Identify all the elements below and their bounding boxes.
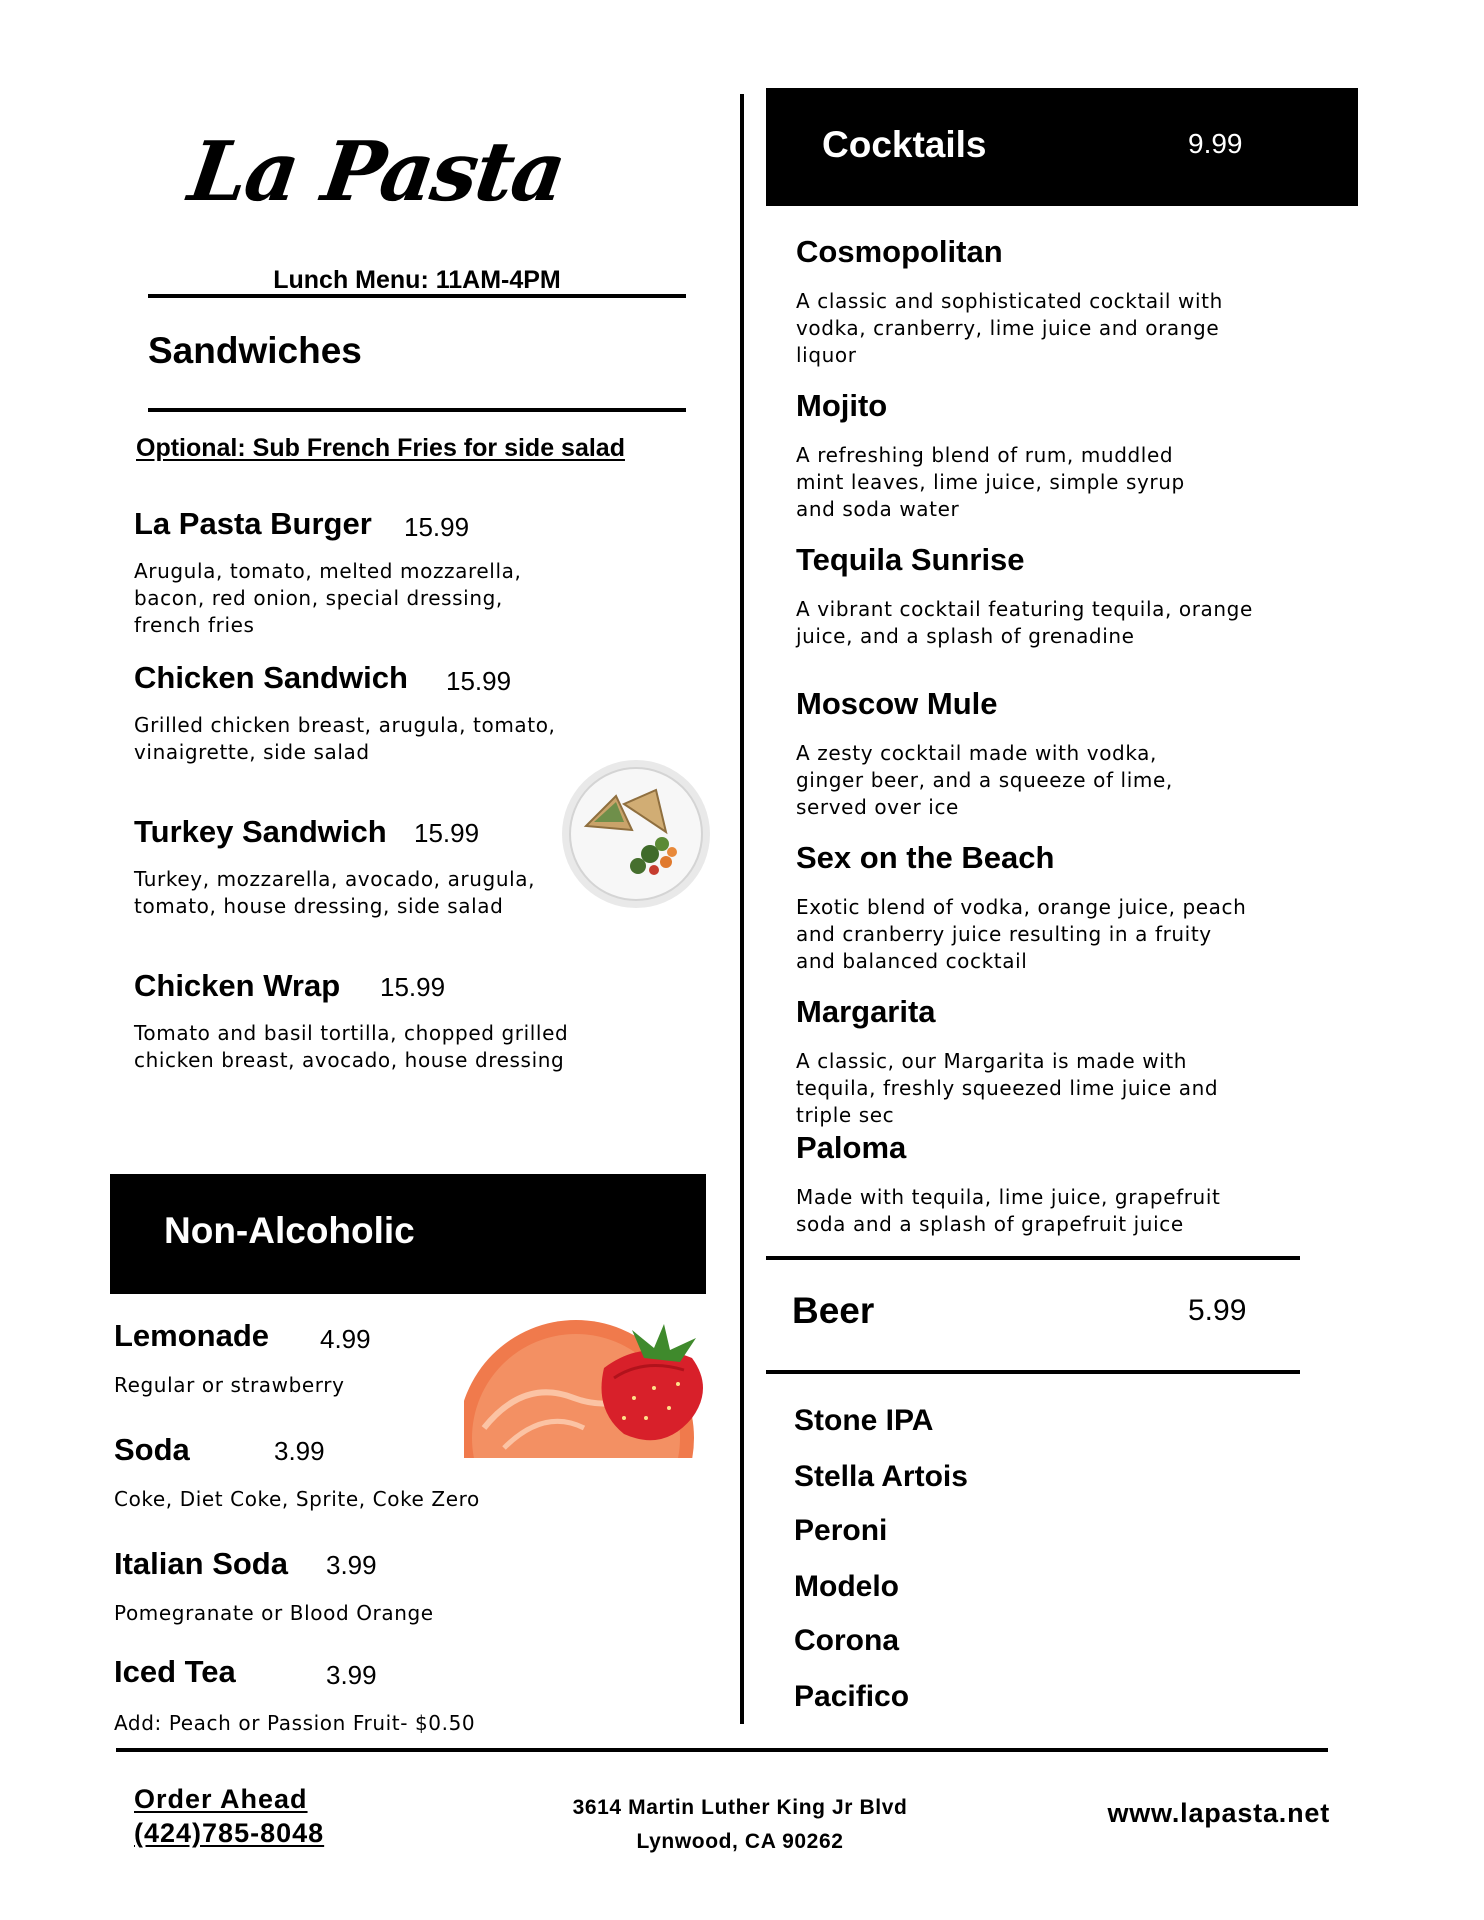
drink-desc: Regular or strawberry xyxy=(114,1373,345,1397)
menu-item-name: La Pasta Burger xyxy=(134,506,372,541)
phone-link[interactable]: (424)785-8048 xyxy=(134,1818,325,1848)
cocktail-name: Sex on the Beach xyxy=(796,840,1055,875)
menu-item-desc: Turkey, mozzarella, avocado, arugula, tomato, house dressing, side salad xyxy=(134,867,536,918)
menu-item-name: Turkey Sandwich xyxy=(134,814,387,849)
menu-item-desc: Arugula, tomato, melted mozzarella, bacon, red onion, special dressing, french fries xyxy=(134,559,522,637)
address-line1: 3614 Martin Luther King Jr Blvd xyxy=(572,1796,908,1819)
divider xyxy=(766,1370,1300,1374)
cocktail-desc: A classic, our Margarita is made with tequila, freshly squeezed lime juice and triple sec xyxy=(796,1049,1219,1127)
beer-item: Stella Artois xyxy=(794,1460,968,1493)
beer-title: Beer xyxy=(792,1290,875,1331)
strawberry-lemonade-icon xyxy=(464,1318,728,1458)
menu-item-desc: Grilled chicken breast, arugula, tomato, vinaigrette, side salad xyxy=(134,713,556,764)
cocktail-desc: A vibrant cocktail featuring tequila, orange juice, and a splash of grenadine xyxy=(796,597,1253,648)
sandwich-plate-icon xyxy=(558,756,714,912)
menu-item-desc: Tomato and basil tortilla, chopped grilled chicken breast, avocado, house dressing xyxy=(134,1021,569,1072)
side-salad-note: Optional: Sub French Fries for side salad xyxy=(136,434,625,462)
website-link[interactable]: www.lapasta.net xyxy=(1107,1798,1330,1828)
menu-item-price: 15.99 xyxy=(404,512,470,542)
drink-name: Iced Tea xyxy=(114,1654,236,1689)
cocktails-price: 9.99 xyxy=(1188,128,1243,159)
drink-name: Lemonade xyxy=(114,1318,270,1353)
drink-price: 3.99 xyxy=(326,1660,377,1690)
menu-item-name: Chicken Sandwich xyxy=(134,660,408,695)
drink-desc: Add: Peach or Passion Fruit- $0.50 xyxy=(114,1711,476,1735)
drink-name: Italian Soda xyxy=(114,1546,288,1581)
divider xyxy=(148,294,686,298)
divider xyxy=(766,1256,1300,1260)
column-divider xyxy=(740,94,744,1724)
non-alcoholic-banner xyxy=(110,1174,706,1294)
drink-price: 3.99 xyxy=(326,1550,377,1580)
non-alcoholic-title: Non-Alcoholic xyxy=(164,1210,415,1251)
menu-item-name: Chicken Wrap xyxy=(134,968,341,1003)
beer-price: 5.99 xyxy=(1188,1294,1247,1327)
order-ahead-label: Order Ahead xyxy=(134,1784,308,1814)
footer-divider xyxy=(116,1748,1328,1752)
divider xyxy=(148,408,686,412)
menu-item-price: 15.99 xyxy=(380,972,446,1002)
beer-item: Corona xyxy=(794,1624,899,1657)
cocktail-name: Moscow Mule xyxy=(796,686,998,721)
cocktail-name: Tequila Sunrise xyxy=(796,542,1025,577)
cocktail-name: Margarita xyxy=(796,994,936,1029)
sandwiches-title: Sandwiches xyxy=(148,330,362,371)
lunch-hours: Lunch Menu: 11AM-4PM xyxy=(273,266,561,294)
cocktail-name: Paloma xyxy=(796,1130,907,1165)
drink-price: 3.99 xyxy=(274,1436,325,1466)
logo: La Pasta xyxy=(183,124,570,220)
beer-item: Modelo xyxy=(794,1570,899,1603)
address-line2: Lynwood, CA 90262 xyxy=(636,1830,844,1853)
drink-desc: Pomegranate or Blood Orange xyxy=(114,1601,434,1625)
cocktail-name: Cosmopolitan xyxy=(796,234,1003,269)
drink-name: Soda xyxy=(114,1432,190,1467)
beer-item: Peroni xyxy=(794,1514,888,1547)
cocktail-desc: A classic and sophisticated cocktail with vodka, cranberry, lime juice and orange liquor xyxy=(796,289,1223,367)
beer-item: Stone IPA xyxy=(794,1404,934,1437)
cocktails-title: Cocktails xyxy=(822,124,987,165)
drink-price: 4.99 xyxy=(320,1324,371,1354)
cocktail-desc: A zesty cocktail made with vodka, ginger beer, and a squeeze of lime, served over ice xyxy=(796,741,1173,819)
cocktail-name: Mojito xyxy=(796,388,888,423)
cocktails-banner xyxy=(766,88,1358,206)
cocktail-desc: Made with tequila, lime juice, grapefruit soda and a splash of grapefruit juice xyxy=(796,1185,1221,1236)
drink-desc: Coke, Diet Coke, Sprite, Coke Zero xyxy=(114,1487,480,1511)
menu-item-price: 15.99 xyxy=(414,818,480,848)
cocktail-desc: Exotic blend of vodka, orange juice, peach and cranberry juice resulting in a fruity and balanced cocktail xyxy=(796,895,1247,973)
beer-item: Pacifico xyxy=(794,1680,910,1713)
menu-item-price: 15.99 xyxy=(446,666,512,696)
cocktail-desc: A refreshing blend of rum, muddled mint leaves, lime juice, simple syrup and soda water xyxy=(796,443,1185,521)
